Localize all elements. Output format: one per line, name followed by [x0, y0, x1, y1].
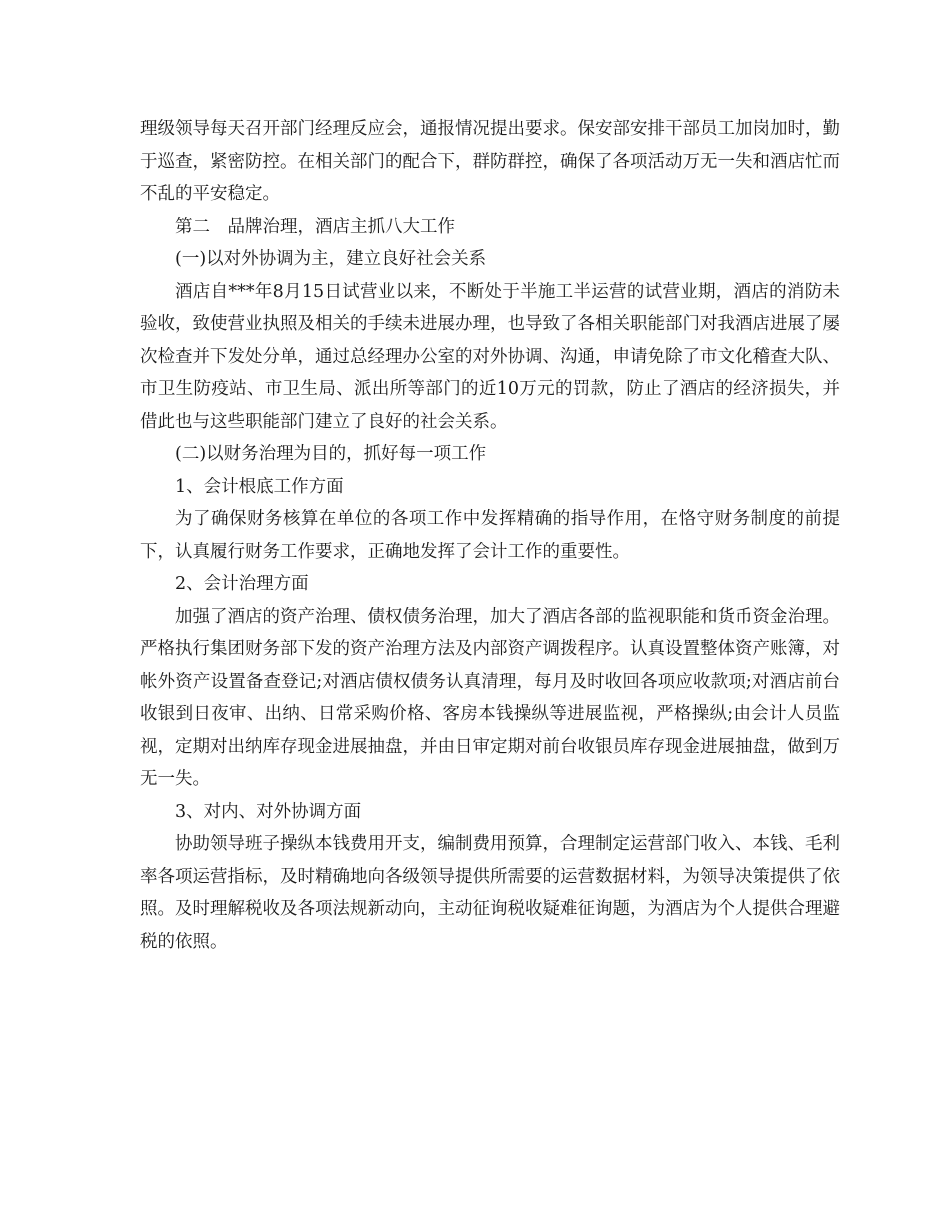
paragraph-internal-external-coordination: 协助领导班子操纵本钱费用开支，编制费用预算，合理制定运营部门收入、本钱、毛利率各项运营指标，及时精确地向各级领导提供所需要的运营数据材料，为领导决策提供了依照。及时理解税收及各项法规新动向，主动征询税收疑难征询题，为酒店为个人提供合理避税的依照。: [140, 834, 840, 952]
section-heading-brand-management: 第二 品牌治理，酒店主抓八大工作: [175, 216, 455, 237]
subheading-internal-external-coordination: 3、对内、对外协调方面: [175, 801, 362, 822]
subheading-external-coordination: (一)以对外协调为主，建立良好社会关系: [175, 249, 487, 269]
subheading-accounting-basics: 1、会计根底工作方面: [175, 476, 344, 497]
document-body: [140, 113, 840, 958]
paragraph-security-continued: 理级领导每天召开部门经理反应会，通报情况提出要求。保安部安排干部员工加岗加时，勤于巡查，紧密防控。在相关部门的配合下，群防群控，确保了各项活动万无一失和酒店忙而不乱的平安稳定。: [140, 119, 840, 204]
paragraph-external-coordination: 酒店自***年8月15日试营业以来，不断处于半施工半运营的试营业期，酒店的消防未验收，致使营业执照及相关的手续未进展办理，也导致了各相关职能部门对我酒店进展了屡次检查并下发处分单，通过总经理办公室的对外协调、沟通，申请免除了市文化稽查大队、市卫生防疫站、市卫生局、派出所等部门的近10万元的罚款，防止了酒店的经济损失，并借此也与这些职能部门建立了良好的社会关系。: [140, 281, 840, 432]
subheading-accounting-management: 2、会计治理方面: [175, 574, 309, 594]
subheading-financial-management: (二)以财务治理为目的，抓好每一项工作: [175, 444, 487, 464]
paragraph-accounting-basics: 为了确保财务核算在单位的各项工作中发挥精确的指导作用，在恪守财务制度的前提下，认真履行财务工作要求，正确地发挥了会计工作的重要性。: [140, 509, 840, 562]
paragraph-accounting-management: 加强了酒店的资产治理、债权债务治理，加大了酒店各部的监视职能和货币资金治理。严格执行集团财务部下发的资产治理方法及内部资产调拨程序。认真设置整体资产账簿，对帐外资产设置备查登记;对酒店债权债务认真清理，每月及时收回各项应收款项;对酒店前台收银到日夜审、出纳、日常采购价格、客房本钱操纵等进展监视，严格操纵;由会计人员监视，定期对出纳库存现金进展抽盘，并由日审定期对前台收银员库存现金进展抽盘，做到万无一失。: [140, 606, 840, 789]
